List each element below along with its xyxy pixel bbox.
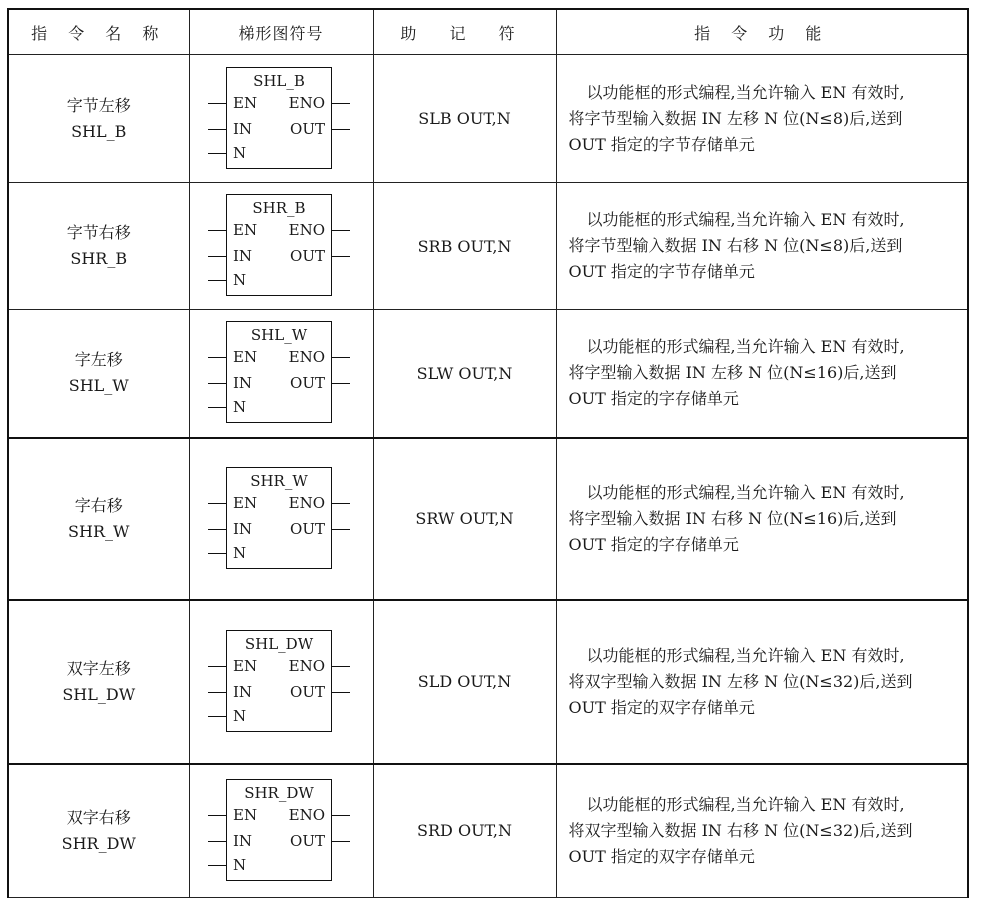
- pin-en: EN: [233, 348, 258, 367]
- wire-n: [208, 407, 226, 408]
- function-line-3: OUT 指定的字存储单元: [568, 389, 739, 409]
- function-block-title: SHL_W: [250, 326, 308, 345]
- pin-out: OUT: [290, 519, 325, 538]
- pin-en: EN: [233, 493, 258, 512]
- mnemonic-cell: SLB OUT,N: [373, 55, 556, 183]
- wire-out: [332, 529, 350, 530]
- instruction-name-code: SHL_DW: [62, 684, 136, 704]
- pin-in: IN: [233, 119, 253, 138]
- wire-en: [208, 103, 226, 104]
- wire-en: [208, 666, 226, 667]
- function-block-title: SHL_B: [253, 71, 305, 90]
- pin-n: N: [233, 855, 247, 874]
- pin-en: EN: [233, 93, 258, 112]
- function-text-1: 以功能框的形式编程,当允许输入 EN 有效时,: [586, 645, 905, 665]
- pin-in: IN: [233, 519, 253, 538]
- wire-eno: [332, 357, 350, 358]
- ladder-symbol-cell: [189, 764, 373, 898]
- function-cell: [556, 183, 968, 310]
- function-block-title: SHR_B: [252, 199, 306, 217]
- table-row: [8, 55, 968, 183]
- function-block-box: [226, 67, 332, 169]
- instruction-name-cn: 字左移: [74, 350, 123, 370]
- wire-eno: [332, 815, 350, 816]
- function-text-1: 以功能框的形式编程,当允许输入 EN 有效时,: [586, 337, 905, 357]
- function-line-3: OUT 指定的字存储单元: [568, 534, 739, 554]
- instruction-name-code: SHR_B: [70, 249, 128, 268]
- function-line-3: OUT 指定的双字存储单元: [568, 846, 755, 866]
- instruction-name-code: SHR_W: [68, 521, 130, 541]
- pin-out: OUT: [290, 247, 325, 265]
- function-line-2: 将双字型输入数据 IN 右移 N 位(N≤32)后,送到: [568, 820, 913, 840]
- header-function: 指 令 功 能: [556, 9, 968, 55]
- pin-out: OUT: [290, 119, 325, 138]
- wire-eno: [332, 666, 350, 667]
- wire-out: [332, 692, 350, 693]
- wire-out: [332, 841, 350, 842]
- pin-out: OUT: [290, 682, 325, 701]
- wire-in: [208, 129, 226, 130]
- function-block-box: [226, 467, 332, 569]
- pin-n: N: [233, 706, 247, 725]
- instruction-name-cell: [8, 764, 189, 898]
- pin-in: IN: [233, 247, 253, 265]
- instruction-name-cell: [8, 310, 189, 438]
- header-name: 指 令 名 称: [8, 9, 189, 55]
- wire-out: [332, 256, 350, 257]
- wire-en: [208, 815, 226, 816]
- function-block-title: SHL_DW: [244, 634, 314, 653]
- pin-en: EN: [233, 221, 258, 239]
- function-line-1: [569, 80, 958, 106]
- function-block: [206, 194, 356, 298]
- mnemonic-cell: SRW OUT,N: [373, 438, 556, 600]
- function-line-2: 将字型输入数据 IN 右移 N 位(N≤16)后,送到: [568, 508, 897, 528]
- ladder-symbol-cell: [189, 438, 373, 600]
- pin-eno: ENO: [288, 348, 325, 367]
- wire-n: [208, 153, 226, 154]
- function-block-box: [226, 321, 332, 423]
- header-mnemonic: 助 记 符: [373, 9, 556, 55]
- pin-eno: ENO: [288, 493, 325, 512]
- function-line-1: [569, 480, 958, 506]
- function-block-box: [226, 779, 332, 881]
- table-row: [8, 600, 968, 764]
- wire-n: [208, 716, 226, 717]
- function-block: [206, 321, 356, 425]
- function-line-2: 将字型输入数据 IN 左移 N 位(N≤16)后,送到: [568, 363, 897, 383]
- function-line-1: [569, 792, 958, 818]
- instruction-name-code: SHL_W: [68, 376, 129, 396]
- ladder-symbol-cell: [189, 310, 373, 438]
- function-line-1: [569, 334, 958, 360]
- function-line-1: [569, 643, 958, 669]
- function-cell: [556, 310, 968, 438]
- wire-n: [208, 553, 226, 554]
- function-block-box: [226, 194, 332, 296]
- wire-in: [208, 692, 226, 693]
- function-text-1: 以功能框的形式编程,当允许输入 EN 有效时,: [586, 794, 905, 814]
- wire-in: [208, 256, 226, 257]
- function-line-1: [569, 207, 958, 233]
- function-text-1: 以功能框的形式编程,当允许输入 EN 有效时,: [586, 482, 905, 502]
- ladder-symbol-cell: [189, 183, 373, 310]
- table-row: [8, 764, 968, 898]
- mnemonic-cell: SLW OUT,N: [373, 310, 556, 438]
- pin-in: IN: [233, 682, 253, 701]
- function-cell: [556, 438, 968, 600]
- instruction-name-cell: [8, 183, 189, 310]
- function-text-1: 以功能框的形式编程,当允许输入 EN 有效时,: [586, 210, 905, 229]
- wire-n: [208, 865, 226, 866]
- pin-in: IN: [233, 374, 253, 393]
- instruction-name-cn: 双字左移: [66, 658, 131, 678]
- mnemonic-cell: SRD OUT,N: [373, 764, 556, 898]
- function-block: [206, 467, 356, 571]
- wire-eno: [332, 103, 350, 104]
- function-line-2: 将双字型输入数据 IN 左移 N 位(N≤32)后,送到: [568, 671, 913, 691]
- function-block-box: [226, 630, 332, 732]
- function-line-3: OUT 指定的双字存储单元: [568, 697, 755, 717]
- wire-en: [208, 357, 226, 358]
- instruction-name-cn: 双字右移: [66, 807, 131, 827]
- wire-in: [208, 383, 226, 384]
- function-line-2: 将字节型输入数据 IN 右移 N 位(N≤8)后,送到: [568, 236, 903, 255]
- wire-in: [208, 529, 226, 530]
- wire-en: [208, 230, 226, 231]
- function-block: [206, 630, 356, 734]
- pin-out: OUT: [290, 374, 325, 393]
- mnemonic-cell: SRB OUT,N: [373, 183, 556, 310]
- table-row: [8, 438, 968, 600]
- ladder-symbol-cell: [189, 600, 373, 764]
- pin-in: IN: [233, 831, 253, 850]
- instruction-name-cn: 字节右移: [66, 223, 131, 242]
- pin-n: N: [233, 543, 247, 562]
- header-row: [8, 9, 968, 55]
- wire-in: [208, 841, 226, 842]
- function-line-3: OUT 指定的字节存储单元: [568, 262, 755, 281]
- mnemonic-cell: SLD OUT,N: [373, 600, 556, 764]
- pin-eno: ENO: [288, 656, 325, 675]
- pin-eno: ENO: [288, 805, 325, 824]
- instruction-name-code: SHR_DW: [61, 833, 136, 853]
- shift-instruction-table: [7, 8, 969, 898]
- function-cell: [556, 764, 968, 898]
- pin-n: N: [233, 271, 247, 289]
- wire-n: [208, 280, 226, 281]
- instruction-name-code: SHL_B: [71, 121, 127, 141]
- function-block: [206, 67, 356, 171]
- function-text-1: 以功能框的形式编程,当允许输入 EN 有效时,: [586, 82, 905, 102]
- instruction-name-cell: [8, 438, 189, 600]
- function-block-title: SHR_W: [250, 471, 308, 490]
- wire-en: [208, 503, 226, 504]
- function-line-2: 将字节型输入数据 IN 左移 N 位(N≤8)后,送到: [568, 108, 903, 128]
- instruction-name-cell: [8, 55, 189, 183]
- wire-eno: [332, 503, 350, 504]
- ladder-symbol-cell: [189, 55, 373, 183]
- instruction-name-cell: [8, 600, 189, 764]
- wire-eno: [332, 230, 350, 231]
- table-row: [8, 183, 968, 310]
- function-block: [206, 779, 356, 883]
- pin-n: N: [233, 398, 247, 417]
- table-row: [8, 310, 968, 438]
- function-line-3: OUT 指定的字节存储单元: [568, 134, 755, 154]
- instruction-name-cn: 字右移: [74, 495, 123, 515]
- pin-n: N: [233, 143, 247, 162]
- pin-out: OUT: [290, 831, 325, 850]
- function-cell: [556, 600, 968, 764]
- pin-en: EN: [233, 656, 258, 675]
- instruction-name-cn: 字节左移: [66, 95, 131, 115]
- pin-eno: ENO: [288, 93, 325, 112]
- wire-out: [332, 383, 350, 384]
- function-block-title: SHR_DW: [244, 783, 314, 802]
- header-symbol: 梯形图符号: [189, 9, 373, 55]
- function-cell: [556, 55, 968, 183]
- wire-out: [332, 129, 350, 130]
- pin-en: EN: [233, 805, 258, 824]
- pin-eno: ENO: [288, 221, 325, 239]
